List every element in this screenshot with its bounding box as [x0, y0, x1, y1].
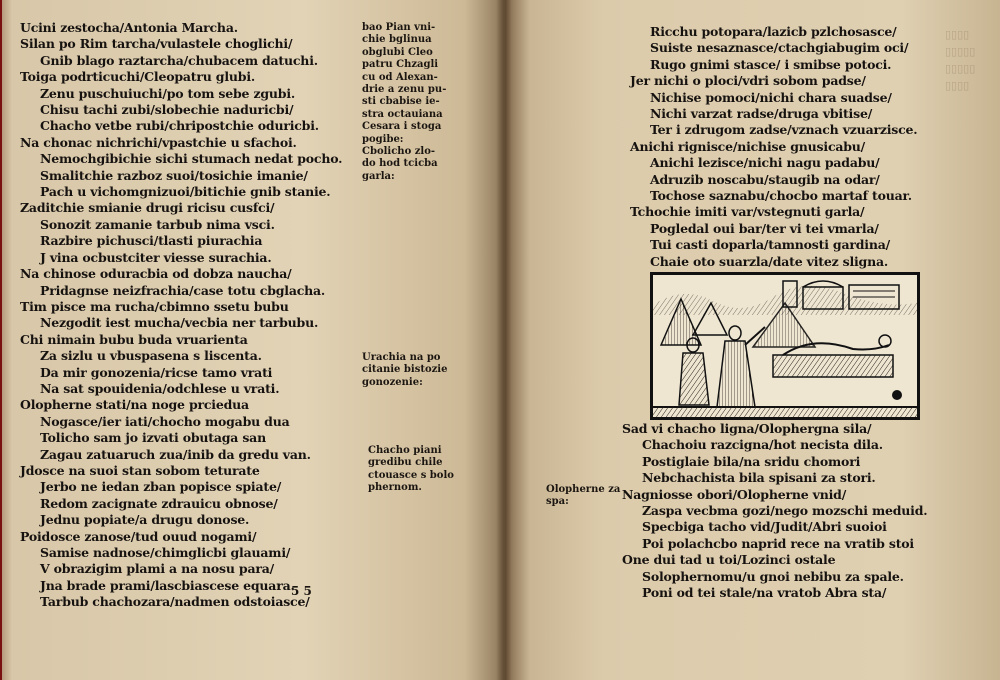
verse-line: One dui tad u toi/Lozinci ostale	[622, 552, 836, 568]
gutter-shadow	[496, 0, 512, 680]
verse-line: Za sizlu u vbuspasena s liscenta.	[40, 348, 262, 364]
verse-line: Jna brade prami/lascbiascese equara.	[40, 577, 295, 593]
gloss-line: patru Chzagli	[362, 59, 439, 71]
verse-line: Na chonac nichrichi/vpastchie u sfachoi.	[20, 134, 297, 150]
gloss-line: gredibu chile	[368, 457, 443, 469]
verse-line: Pridagnse neizfrachia/case totu cbglacha.	[40, 282, 326, 298]
margin-gloss-return-home	[362, 352, 447, 389]
margin-gloss-holofernes-sleeps	[546, 484, 620, 509]
gloss-line: pogibe:	[362, 133, 404, 145]
verse-line: Sonozit zamanie tarbub nima vsci.	[40, 216, 275, 232]
verse-line: Zagau zatuaruch zua/inib da gredu van.	[40, 446, 311, 462]
verse-line: Sad vi chacho ligna/Olophergna sila/	[622, 421, 872, 436]
gloss-line: obglubi Cleo	[362, 46, 433, 58]
gloss-line: citanie bistozie	[362, 364, 448, 376]
gloss-line: Chacho piani	[368, 445, 442, 456]
verse-line: J vina ocbustciter viesse surachia.	[40, 249, 272, 265]
verse-line: Ucini zestocha/Antonia Marcha.	[20, 20, 238, 35]
gloss-line: drie a zenu pu-	[362, 84, 447, 96]
verse-line: Chisu tachi zubi/slobechie naduricbi/	[40, 102, 294, 118]
verse-line: Redom zacignate zdrauicu obnose/	[40, 495, 278, 511]
gloss-line: chie bglinua	[362, 34, 432, 46]
gloss-line: bao Pian vni-	[362, 22, 436, 33]
verse-line: Na sat spouidenia/odchlese u vrati.	[40, 380, 280, 396]
verse-line: Ter i zdrugom zadse/vznach vzuarzisce.	[650, 122, 918, 138]
gloss-line: phernom.	[368, 482, 422, 494]
verse-line: Zenu puschuiuchi/po tom sebe zgubi.	[40, 85, 296, 101]
verse-line: Solophernomu/u gnoi nebibu za spale.	[642, 568, 904, 584]
verse-line: Jdosce na suoi stan sobom teturate	[20, 462, 260, 478]
verse-line: Zaditchie smianie drugi ricisu cusfci/	[20, 200, 275, 216]
verse-line: Nogasce/ier iati/chocho mogabu dua	[40, 413, 290, 429]
verse-line: Razbire pichusci/tlasti piurachia	[40, 233, 263, 249]
verse-line: Samise nadnose/chimglicbi glauami/	[40, 545, 291, 560]
verse-line: Suiste nesaznasce/ctachgiabugim oci/	[650, 40, 909, 56]
verse-line: Rugo gnimi stasce/ i smibse potoci.	[650, 56, 892, 72]
verse-line: Pach u vichomgnizuoi/bitichie gnib stanie.	[40, 184, 331, 200]
verse-line: Chi nimain bubu buda vruarienta	[20, 331, 248, 347]
verse-line: Anichi rignisce/nichise gnusicabu/	[630, 138, 866, 154]
verse-line: Nemochgibichie sichi stumach nedat pocho.	[40, 151, 343, 167]
verse-line: Smalitchie razboz suoi/tosichie imanie/	[40, 167, 308, 183]
verse-line: V obrazigim plami a na nosu para/	[40, 561, 275, 577]
gloss-line: garla:	[362, 170, 395, 182]
verse-line: Olopherne stati/na noge prciedua	[20, 397, 249, 413]
gloss-line: ctouasce s bolo	[368, 469, 454, 481]
verse-line: Tolicho sam jo izvati obutaga san	[40, 430, 266, 446]
gloss-line: stra octauiana	[362, 108, 443, 120]
verse-line: Poidosce zanose/tud ouud nogami/	[20, 528, 257, 544]
verse-line: Silan po Rim tarcha/vulastele choglichi/	[20, 36, 293, 52]
verse-line: Nezgodit iest mucha/vecbia ner tarbubu.	[40, 315, 319, 331]
verse-line: Pogledal oui bar/ter vi tei vmarla/	[650, 220, 879, 236]
verse-line: Tochose saznabu/chocbo martaf touar.	[650, 188, 912, 204]
verse-line: Chacho vetbe rubi/chripostchie oduricbi.	[40, 118, 319, 134]
verse-line: Nagniosse obori/Olopherne vnid/	[622, 486, 847, 502]
verse-line: Tim pisce ma rucha/cbimno ssetu bubu	[20, 298, 289, 314]
verse-line: Specbiga tacho vid/Judit/Abri suoioi	[642, 519, 887, 535]
right-page-text-bottom	[622, 421, 927, 601]
verse-line: Toiga podrticuchi/Cleopatru glubi.	[20, 69, 256, 85]
margin-gloss-drinking	[368, 445, 454, 495]
verse-line: Jer nichi o ploci/vdri sobom padse/	[630, 73, 866, 89]
verse-line: Postiglaie bila/na sridu chomori	[642, 453, 861, 469]
gloss-line: Olopherne za	[546, 484, 621, 495]
verse-line: Nebchachista bila spisani za stori.	[642, 470, 876, 486]
verse-line: Tui casti doparla/tamnosti gardina/	[650, 237, 890, 253]
gloss-line: sti cbabise ie-	[362, 96, 440, 108]
verse-line: Adruzib noscabu/staugib na odar/	[650, 171, 880, 187]
gloss-line: spa:	[546, 496, 569, 508]
verse-line: Jerbo ne iedan zban popisce spiate/	[40, 479, 282, 495]
verse-line: Ricchu potopara/lazicb pzlchosasce/	[650, 24, 897, 39]
right-page-text-top	[630, 24, 917, 270]
gloss-line: gonozenie:	[362, 376, 423, 388]
left-page-text	[20, 20, 342, 611]
verse-line: Poi polachcbo naprid rece na vratib stoi	[642, 535, 914, 551]
verse-line: Anichi lezisce/nichi nagu padabu/	[650, 155, 880, 171]
verse-line: Jednu popiate/a drugu donose.	[40, 512, 250, 528]
verse-line: Nichi varzat radse/druga vbitise/	[650, 106, 873, 122]
verse-line: Chaie oto suarzla/date vitez sligna.	[650, 253, 889, 269]
verse-line: Na chinose oduracbia od dobza naucha/	[20, 266, 292, 282]
verse-line: Chachoiu razcigna/hot necista dila.	[642, 437, 883, 453]
verse-line: Gnib blago raztarcha/chubacem datuchi.	[40, 52, 318, 68]
verse-line: Tchochie imiti var/vstegnuti garla/	[630, 204, 865, 220]
verse-line: Nichise pomoci/nichi chara suadse/	[650, 89, 892, 105]
gloss-line: Cesara i stoga	[362, 121, 442, 133]
verse-line: Tarbub chachozara/nadmen odstoiasce/	[40, 594, 310, 610]
margin-gloss-holofernes-cleopatra	[362, 22, 446, 183]
gloss-line: do hod tcicba	[362, 158, 438, 170]
gloss-line: Cbolicho zlo-	[362, 146, 436, 158]
show-through-text: ▯▯▯▯ ▯▯▯▯▯ ▯▯▯▯▯ ▯▯▯▯	[945, 28, 976, 92]
folio-mark: 5 5	[291, 584, 312, 598]
woodcut-illustration	[650, 272, 920, 420]
gloss-line: cu od Alexan-	[362, 71, 438, 83]
verse-line: Poni od tei stale/na vratob Abra sta/	[642, 585, 887, 601]
verse-line: Da mir gonozenia/ricse tamo vrati	[40, 364, 273, 380]
gloss-line: Urachia na po	[362, 352, 441, 363]
verse-line: Zaspa vecbma gozi/nego mozschi meduid.	[642, 503, 928, 519]
